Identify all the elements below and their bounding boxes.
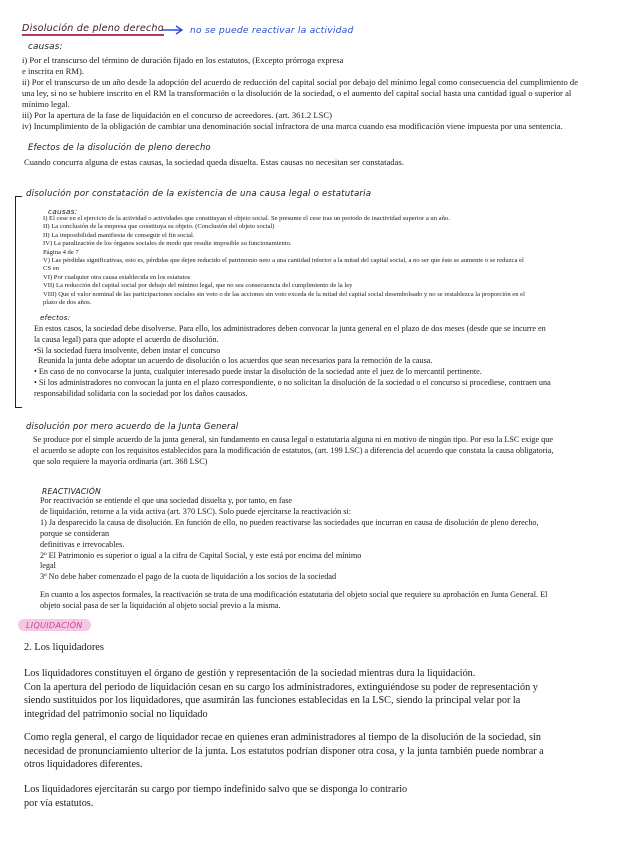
- list-item: •Si la sociedad fuera insolvente, deben instar el concurso: [34, 345, 221, 355]
- list-item: V) Las pérdidas significativas, esto es, pérdidas que dejen reducido el patrimonio neto a una cantidad inferior a la mitad del capital social, a no ser que éste se aumente o se reduzca el: [43, 257, 524, 265]
- text-line: integridad del patrimonio social no liquidado: [24, 708, 208, 720]
- list-item: iii) Por la apertura de la fase de liquidación en el concurso de acreedores. (art. 361.2 LSC): [22, 110, 332, 120]
- section-bracket: [15, 196, 22, 408]
- reactivacion-text: [40, 496, 539, 583]
- text-line: necesidad de pronunciamiento ulterior de la junta. Los estatutos podrían disponer otra cosa, y la junta también puede nombrar a: [24, 745, 544, 757]
- efectos-label: efectos:: [40, 313, 71, 322]
- arrow-right-icon: [160, 24, 186, 36]
- liquidadores-p2: [24, 731, 544, 772]
- page-title: Disolución de pleno derecho: [22, 23, 164, 34]
- list-item: IV) La paralización de los órganos sociales de modo que resulte imposible su funcionamiento.: [43, 240, 292, 248]
- list-item: CS en: [43, 265, 59, 273]
- list-item: VI) Por cualquier otra causa establecida en los estatutos: [43, 273, 191, 281]
- text-line: legal: [40, 561, 56, 571]
- text-line: 2º El Patrimonio es superior o igual a la cifra de Capital Social, y este está por encima del mínimo: [40, 550, 362, 560]
- text-line: Se produce por el simple acuerdo de la junta general, sin fundamento en causa legal o estatutaria alguna ni en motivo de ningún tipo. Por eso la LSC exige que: [33, 435, 553, 444]
- list-item: la causa legal) para que adopte el acuerdo de disolución.: [34, 334, 219, 344]
- list-item: • Si los administradores no convocan la junta en el plazo correspondiente, o no solicitan la disolución de la sociedad o el concurso si procediese, contraen una: [34, 377, 551, 387]
- liquidacion-tag: LIQUIDACIÓN: [18, 619, 91, 631]
- constatacion-causas-label: causas:: [48, 207, 78, 216]
- list-item: Página 4 de 7: [43, 248, 79, 256]
- causas-label: causas:: [28, 42, 63, 52]
- text-line: otros liquidadores diferentes.: [24, 759, 143, 771]
- efectos-pleno-text: Cuando concurra alguna de estas causas, la sociedad queda disuelta. Estas causas no necesitan ser constatadas.: [24, 157, 404, 167]
- list-item: VIII) Que el valor nominal de las participaciones sociales sin voto o de las acciones sin voto exceda de la mitad del capital social desembolsado y no se restablezca la proporción en el: [43, 290, 525, 298]
- list-item: una ley, si no se hubiere inscrito en el RM la transformación o la disolución de la sociedad, o el aumento del capital social hasta una cantidad igual o superior al: [22, 88, 572, 98]
- list-item: • En caso de no convocarse la junta, cualquier interesado puede instar la disolución de la sociedad ante el juez de lo mercantil pertinente.: [34, 367, 482, 377]
- constatacion-label: disolución por constatación de la existencia de una causa legal o estatutaria: [26, 189, 372, 199]
- list-item: Reunida la junta debe adoptar un acuerdo de disolución o los acuerdos que sean necesarios para la remoción de la causa.: [38, 356, 433, 366]
- text-line: Los liquidadores constituyen el órgano de gestión y representación de la sociedad mientras dura la liquidación.: [24, 668, 476, 679]
- text-line: Como regla general, el cargo de liquidador recae en quienes eran administradores al tiempo de la disolución de la sociedad, sin: [24, 732, 541, 743]
- reactivacion-formal: [40, 590, 547, 612]
- reactivacion-label: REACTIVACIÓN: [42, 487, 101, 496]
- mero-acuerdo-label: disolución por mero acuerdo de la Junta General: [26, 421, 239, 431]
- text-line: En cuanto a los aspectos formales, la reactivación se trata de una modificación estatutaria del objeto social que requiere su aprobación en Junta General. El: [40, 590, 548, 599]
- list-item: responsabilidad solidaria con la sociedad por los daños causados.: [34, 388, 248, 398]
- text-line: Con la apertura del periodo de liquidación cesan en su cargo los administradores, extinguiéndose su poder de representación y: [24, 681, 538, 693]
- text-line: 1) Ja desparecido la causa de disolución. En función de ello, no pueden reactivarse las sociedades que incurran en causa de disolución de pleno derecho,: [40, 517, 539, 527]
- list-item: e inscrita en RM).: [22, 66, 85, 76]
- efectos-list: [34, 324, 551, 400]
- liquidadores-p1: [24, 667, 538, 721]
- list-item: plazo de dos años.: [43, 299, 92, 307]
- causas-list: [22, 55, 578, 132]
- list-item: iv) Incumplimiento de la obligación de cambiar una denominación social infractora de una marca cuando esa modificación viene impuesta por una sentencia.: [22, 121, 563, 131]
- text-line: el acuerdo se adopte con los requisitos establecidos para la modificación de estatutos, (art. 199 LSC) a diferencia del acuerdo que constata la causa obligatoria,: [33, 445, 554, 455]
- text-line: definitivas e irrevocables.: [40, 539, 125, 549]
- arrow-note: no se puede reactivar la actividad: [190, 25, 354, 36]
- list-item: I) El cese en el ejercicio de la actividad o actividades que constituyan el objeto social. Se presume el cese tras un periodo de inactividad superior a un año.: [43, 215, 450, 222]
- liquidadores-heading: 2. Los liquidadores: [24, 642, 104, 653]
- text-line: Los liquidadores ejercitarán su cargo por tiempo indefinido salvo que se disponga lo contrario: [24, 784, 408, 795]
- list-item: VII) La reducción del capital social por debajo del mínimo legal, que no sea consecuencia del cumplimiento de la ley: [43, 282, 353, 290]
- text-line: Por reactivación se entiende el que una sociedad disuelta y, por tanto, en fase: [40, 496, 293, 505]
- list-item: II) La conclusión de la empresa que constituya su objeto. (Conclusión del objeto social): [43, 223, 275, 231]
- list-item: II) La imposibilidad manifiesta de conseguir el fin social.: [43, 231, 195, 239]
- mero-acuerdo-text: [33, 435, 553, 468]
- text-line: que solo requiere la mayoría ordinaria (art. 368 LSC): [33, 456, 208, 466]
- text-line: 3º No debe haber comenzado el pago de la cuota de liquidación a los socios de la sociedad: [40, 572, 337, 582]
- constatacion-list: [43, 215, 525, 307]
- text-line: porque se consideran: [40, 528, 110, 538]
- list-item: ii) Por el transcurso de un año desde la adopción del acuerdo de reducción del capital social por debajo del mínimo legal como consecuencia del cumplimiento de: [22, 77, 579, 87]
- list-item: En estos casos, la sociedad debe disolverse. Para ello, los administradores deben convocar la junta general en el plazo de dos meses (desde que se incurre en: [34, 324, 546, 333]
- liquidadores-p3: [24, 783, 407, 810]
- text-line: de liquidación, retorne a la vida activa (art. 370 LSC). Solo puede ejercitarse la reactivación si:: [40, 506, 352, 516]
- list-item: i) Por el transcurso del término de duración fijado en los estatutos, (Excepto prórroga expresa: [22, 55, 344, 65]
- text-line: objeto social pasa de ser la liquidación al objeto social previo a la misma.: [40, 600, 281, 610]
- text-line: siendo sustituidos por los liquidadores, que asumirán las funciones establecidas en la LSC, siendo la principal velar por la: [24, 695, 521, 707]
- efectos-pleno-label: Efectos de la disolución de pleno derecho: [28, 142, 211, 152]
- list-item: mínimo legal.: [22, 99, 70, 109]
- text-line: por vía estatutos.: [24, 797, 94, 809]
